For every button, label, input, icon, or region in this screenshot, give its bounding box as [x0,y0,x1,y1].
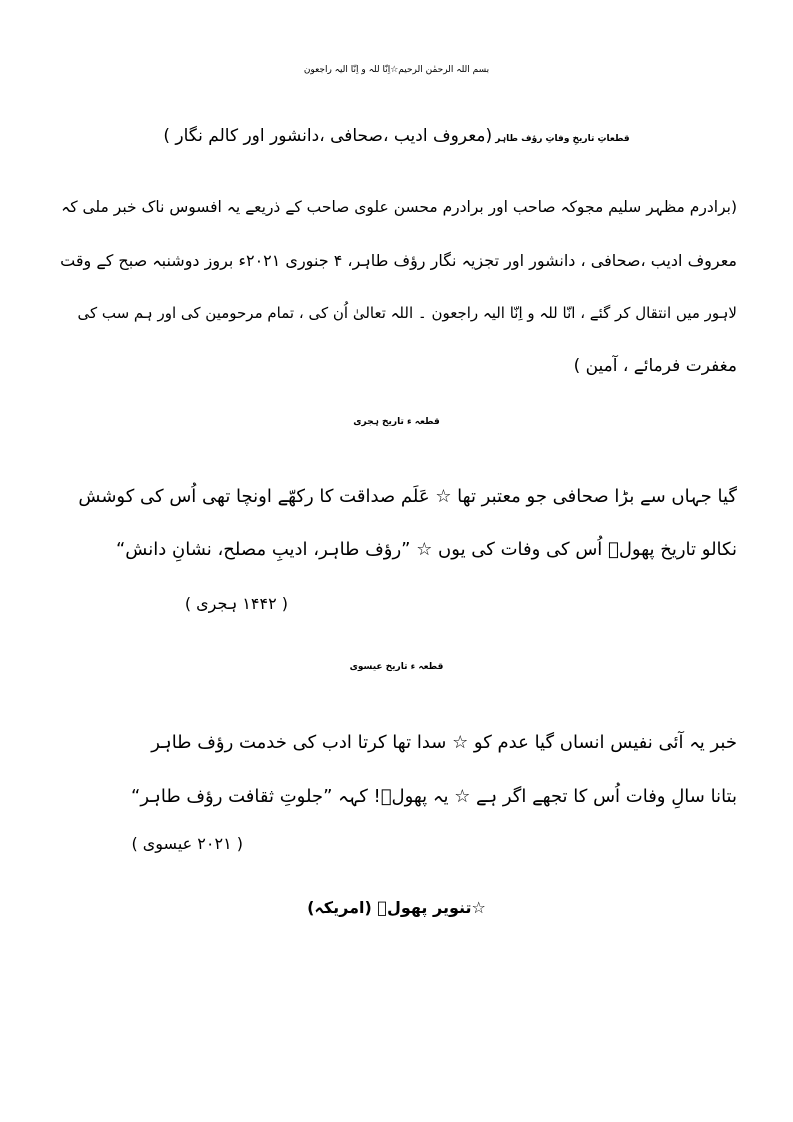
hijri-year: ( ۱۴۴۲ ہجری ) [184,594,288,613]
hijri-verse-2: نکالو تاریخ پھولؔ اُس کی وفات کی یوں ☆ ”رؤف طاہر، ادیبِ مصلح، نشانِ دانش“ [115,539,737,560]
esvi-year: ( ۲۰۲۱ عیسوی ) [131,834,243,853]
intro-line-4: مغفرت فرمائے ، آمین ) [573,356,737,376]
poet-signature: ☆تنویر پھولؔ (امریکہ) [307,898,486,917]
esvi-verse-2: بتانا سالِ وفات اُس کا تجھے اگر ہے ☆ یہ پھولؔ! کہہ ”جلوتِ ثقافت رؤف طاہر“ [131,786,737,807]
hijri-verse-1: گیا جہاں سے بڑا صحافی جو معتبر تھا ☆ عَلَم صداقت کا رکھّے اونچا تھی اُس کی کوشش [78,486,737,507]
main-title [0,128,793,145]
intro-line-2: معروف ادیب ،صحافی ، دانشور اور تجزیہ نگار رؤف طاہر، ۴ جنوری ۲۰۲۱ء بروز دوشنبہ صبح کے وقت [60,251,737,270]
bismillah-line: بسم اللہ الرحمٰن الرحیم☆اِنّا للہ و اِنّا الیہ راجعون [303,65,490,75]
intro-line-3: لاہور میں انتقال کر گئے ، انّا للہ و اِنّا الیہ راجعون ۔ اللہ تعالیٰ اُن کی ، تمام مرحومین کی اور ہم سب کی [77,304,737,322]
intro-line-1: (برادرم مظہر سلیم مجوکہ صاحب اور برادرم محسن علوی صاحب کے ذریعے یہ افسوس ناک خبر ملی کہ [61,198,737,216]
main-title-subtitle: (معروف ادیب ،صحافی ،دانشور اور کالم نگار ) [163,126,493,146]
main-title-text: قطعاتِ تاریخِ وفاتِ رؤف طاہر [495,134,630,144]
esvi-section-title: قطعہ ء تاریخ عیسوی [349,662,444,672]
hijri-section-title: قطعہ ء تاریخ ہجری [353,417,440,427]
esvi-verse-1: خبر یہ آئی نفیس انساں گیا عدم کو ☆ سدا تھا کرتا ادب کی خدمت رؤف طاہر [151,732,737,753]
